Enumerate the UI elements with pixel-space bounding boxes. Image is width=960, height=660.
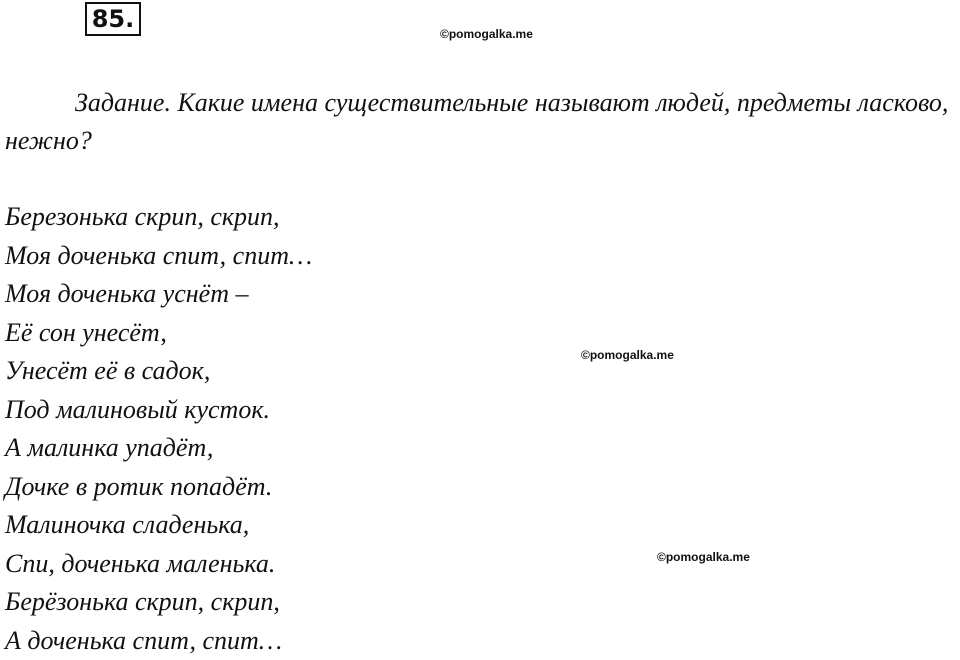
watermark: ©pomogalka.me — [657, 550, 750, 564]
poem-line: Унесёт её в садок, — [5, 356, 211, 385]
watermark: ©pomogalka.me — [440, 27, 533, 41]
poem-line: Под малиновый кусток. — [5, 394, 270, 424]
poem-line: Березонька скрип, скрип, — [5, 202, 280, 231]
poem-line: Моя доченька уснёт – — [5, 279, 249, 308]
poem-line: Её сон унесёт, — [5, 317, 167, 347]
poem-line: А малинка упадёт, — [5, 433, 214, 462]
poem-line: Моя доченька спит, спит… — [5, 240, 313, 270]
exercise-number: 85. — [85, 2, 141, 36]
poem-line: Малиночка сладенька, — [5, 510, 250, 539]
poem-line: А доченька спит, спит… — [5, 625, 282, 655]
watermark: ©pomogalka.me — [581, 348, 674, 362]
poem — [5, 198, 905, 660]
poem-line: Спи, доченька маленька. — [5, 548, 276, 578]
poem-line: Дочке в ротик попадёт. — [5, 471, 273, 501]
task-text: Задание. Какие имена существительные называют людей, предметы ласково, нежно? — [5, 88, 949, 155]
poem-line: Берёзонька скрип, скрип, — [5, 587, 280, 616]
